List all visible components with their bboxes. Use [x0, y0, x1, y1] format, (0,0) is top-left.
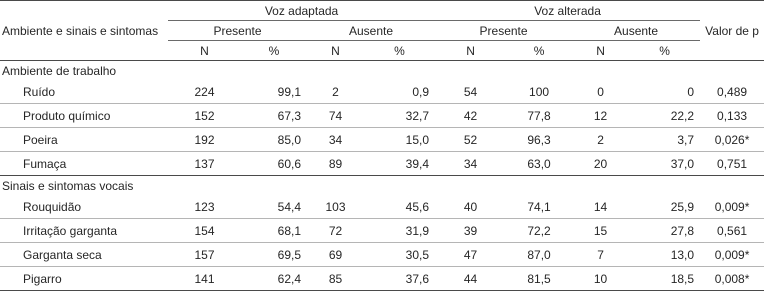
section-title: Sinais e sintomas vocais [0, 176, 764, 196]
table-cell: 69,5 [241, 243, 307, 267]
table-cell: 81,5 [506, 267, 572, 291]
table-cell: 37,0 [629, 152, 700, 176]
table-cell: 10 [572, 267, 629, 291]
table-cell: 192 [168, 128, 241, 152]
table-cell: 87,0 [506, 243, 572, 267]
col-header-n: N [596, 43, 605, 58]
table-cell: 15 [572, 219, 629, 243]
col-header-pct: % [394, 43, 405, 58]
table-cell: 18,5 [629, 267, 700, 291]
table-cell: 54 [463, 84, 478, 99]
table-cell: 42 [435, 104, 506, 128]
table-cell: 20 [572, 152, 629, 176]
table-cell: 25,9 [670, 199, 695, 214]
table-cell: 2 [572, 128, 629, 152]
table-cell: 89 [307, 152, 364, 176]
table-cell: 123 [194, 199, 215, 214]
table-cell: 72 [307, 219, 364, 243]
row-label: Poeira [0, 128, 168, 152]
subheader-ausente: Ausente [572, 21, 700, 41]
table-cell: 34 [307, 128, 364, 152]
table-cell: 32,7 [364, 104, 435, 128]
table-row [0, 195, 764, 219]
table-cell: 77,8 [506, 104, 572, 128]
table-row [0, 243, 764, 267]
table-cell: 96,3 [506, 128, 572, 152]
table-cell: 85,0 [241, 128, 307, 152]
table-cell: 37,6 [364, 267, 435, 291]
table-cell: 0 [597, 84, 604, 99]
table-cell: 72,2 [506, 219, 572, 243]
table-cell: 63,0 [506, 152, 572, 176]
table-cell: 0 [687, 84, 695, 99]
col-header-pct: % [659, 43, 670, 58]
table-cell: 157 [168, 243, 241, 267]
row-label: Produto químico [0, 104, 168, 128]
table-cell: 44 [435, 267, 506, 291]
row-label: Fumaça [0, 152, 168, 176]
table-cell: 137 [168, 152, 241, 176]
table-cell: 99,1 [277, 84, 301, 99]
table-cell: 141 [168, 267, 241, 291]
row-label: Rouquidão [23, 199, 82, 214]
table-cell: 154 [168, 219, 241, 243]
table-row [0, 128, 764, 152]
table-cell: 74,1 [527, 199, 551, 214]
col-header-n: N [200, 43, 209, 58]
table-cell: 67,3 [241, 104, 307, 128]
pvalue-cell: 0,008* [700, 267, 764, 291]
table-row [0, 80, 764, 104]
table-row [0, 267, 764, 291]
table-cell: 30,5 [364, 243, 435, 267]
row-label: Pigarro [0, 267, 168, 291]
table-cell: 47 [435, 243, 506, 267]
table-cell: 3,7 [629, 128, 700, 152]
pvalue-header: Valor de p [700, 1, 764, 61]
table-cell: 7 [572, 243, 629, 267]
table-cell: 2 [332, 84, 339, 99]
col-header-pct: % [533, 43, 545, 58]
pvalue-cell: 0,009* [700, 243, 764, 267]
table-row [0, 219, 764, 243]
table-body [0, 61, 764, 291]
table-cell: 31,9 [364, 219, 435, 243]
table-cell: 12 [572, 104, 629, 128]
header-row-groups [0, 1, 764, 21]
row-label-header: Ambiente e sinais e sintomas [0, 1, 168, 61]
col-header-pct: % [268, 43, 280, 58]
row-label: Irritação garganta [0, 219, 168, 243]
table-cell: 85 [307, 267, 364, 291]
table-cell: 0,9 [412, 84, 430, 99]
table-cell: 52 [435, 128, 506, 152]
table-row [0, 152, 764, 176]
subheader-ausente: Ausente [307, 21, 435, 41]
pvalue-cell: 0,751 [700, 152, 764, 176]
section-title: Ambiente de trabalho [0, 61, 764, 81]
row-label: Garganta seca [0, 243, 168, 267]
section-header-row [0, 176, 764, 196]
table-cell: 74 [307, 104, 364, 128]
table-cell: 45,6 [405, 199, 430, 214]
table-cell: 27,8 [629, 219, 700, 243]
table-cell: 224 [194, 84, 215, 99]
subheader-presente: Presente [435, 21, 572, 41]
pvalue-cell: 0,009* [714, 199, 750, 214]
pvalue-cell: 0,133 [700, 104, 764, 128]
row-label: Ruído [23, 84, 56, 99]
table-cell: 13,0 [629, 243, 700, 267]
subheader-presente: Presente [168, 21, 307, 41]
table-cell: 68,1 [241, 219, 307, 243]
table-cell: 22,2 [629, 104, 700, 128]
table-cell: 54,4 [277, 199, 301, 214]
table-cell: 100 [529, 84, 550, 99]
col-header-n: N [331, 43, 340, 58]
table-cell: 69 [307, 243, 364, 267]
pvalue-cell: 0,561 [700, 219, 764, 243]
table-cell: 15,0 [364, 128, 435, 152]
col-header-n: N [466, 43, 475, 58]
table-cell: 62,4 [241, 267, 307, 291]
table-cell: 152 [168, 104, 241, 128]
table-cell: 103 [325, 199, 346, 214]
section-header-row [0, 61, 764, 81]
table-cell: 39,4 [364, 152, 435, 176]
pvalue-cell: 0,026* [700, 128, 764, 152]
table-cell: 39 [435, 219, 506, 243]
table-cell: 14 [593, 199, 608, 214]
pvalue-cell: 0,489 [717, 84, 748, 99]
table-cell: 60,6 [241, 152, 307, 176]
table-row [0, 104, 764, 128]
table-cell: 40 [463, 199, 478, 214]
table-cell: 34 [435, 152, 506, 176]
group-header-voz-adaptada: Voz adaptada [168, 1, 435, 21]
group-header-voz-alterada: Voz alterada [435, 1, 700, 21]
